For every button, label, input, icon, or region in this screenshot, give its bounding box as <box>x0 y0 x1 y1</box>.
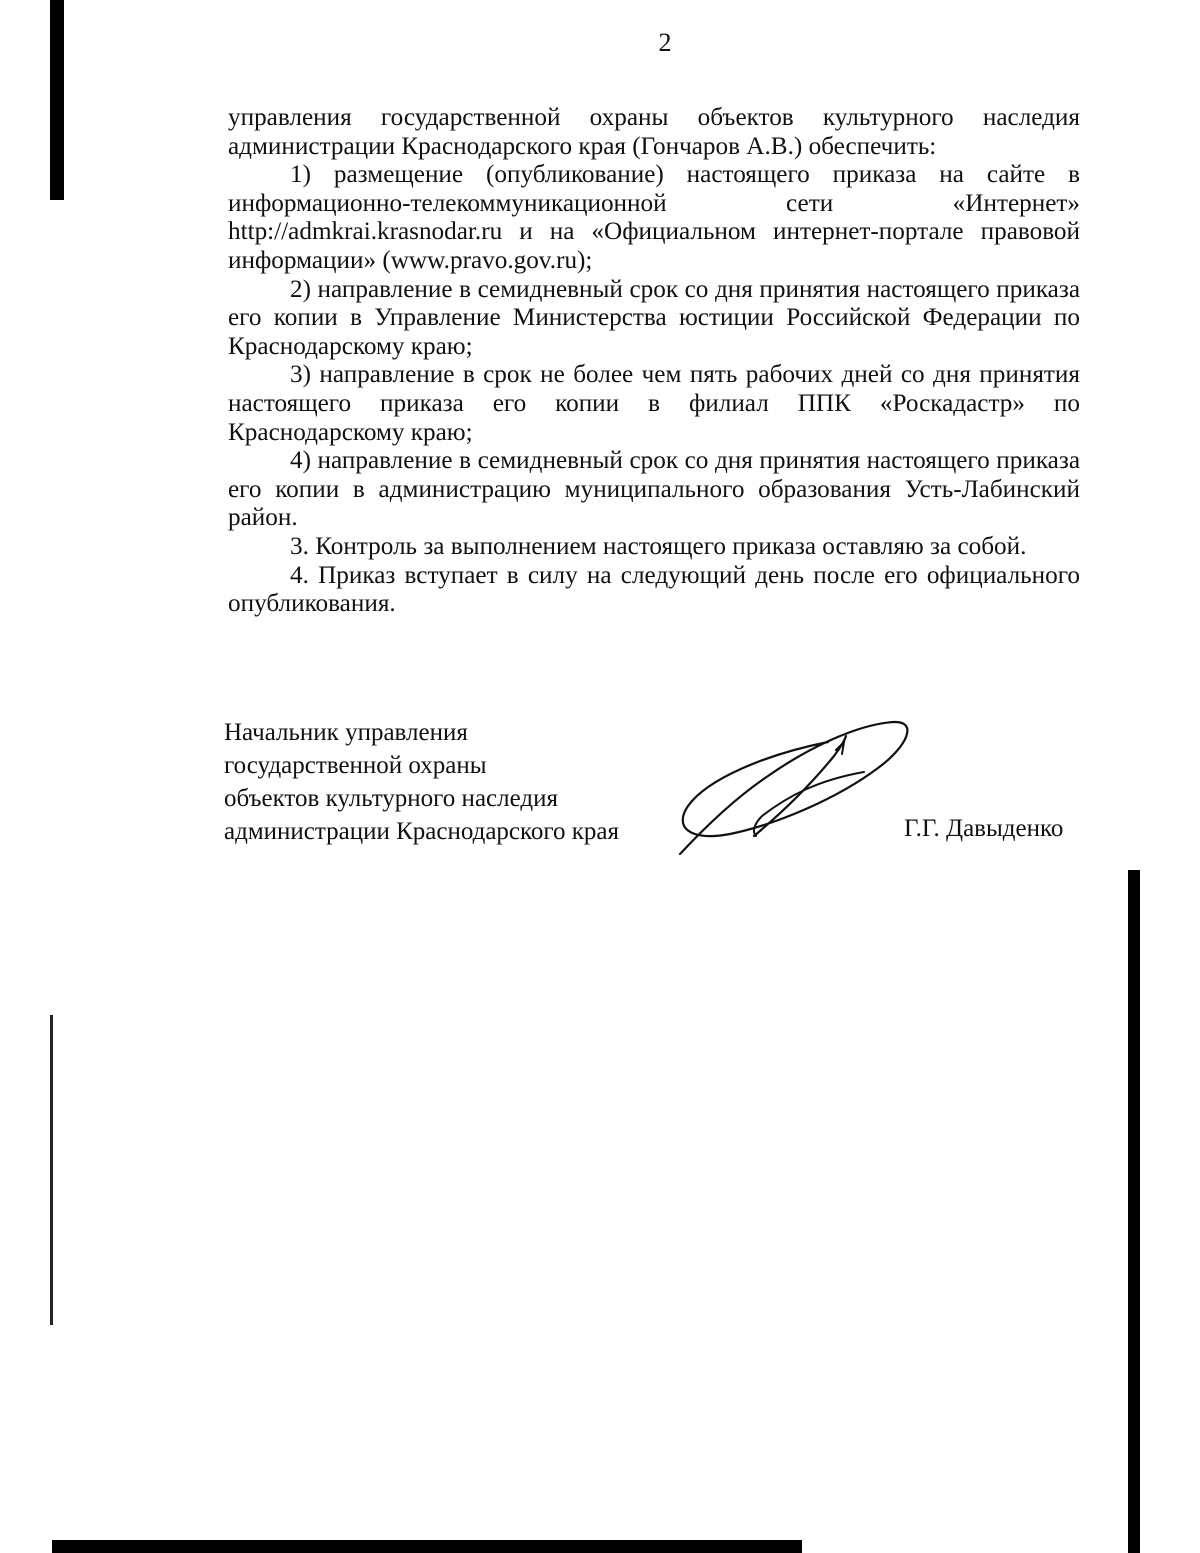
paragraph-clause-4: 4. Приказ вступает в силу на следующий день после его официального опубликования. <box>228 561 1080 618</box>
scan-border-bottom <box>52 1540 802 1553</box>
signer-position-line: объектов культурного наследия <box>224 785 558 812</box>
paragraph-item-2: 2) направление в семидневный срок со дня принятия настоящего приказа его копии в Управление Министерства юстиции Российской Федерации по Краснодарскому краю; <box>228 275 1080 360</box>
paragraph-item-4: 4) направление в семидневный срок со дня принятия настоящего приказа его копии в администрацию муниципального образования Усть-Лабинский район. <box>228 447 1080 532</box>
signer-position-line: Начальник управления <box>224 719 468 746</box>
paragraph-item-1: 1) размещение (опубликование) настоящего приказа на сайте в информационно-телекоммуникационной сети «Интернет» http://admkrai.krasnodar.ru и на «Официальном интернет-портале правовой информации» (www.pravo.gov.ru); <box>228 161 1080 274</box>
paragraph-continuation: управления государственной охраны объектов культурного наследия администрации Краснодарского края (Гончаров А.В.) обеспечить: <box>228 104 1080 160</box>
scan-border-left-thin <box>50 1015 53 1325</box>
signer-position-line: администрации Краснодарского края <box>224 818 620 845</box>
handwritten-signature <box>668 706 918 866</box>
signer-position-line: государственной охраны <box>224 752 487 779</box>
paragraph-clause-3: 3. Контроль за выполнением настоящего приказа оставляю за собой. <box>290 532 1027 560</box>
scan-border-right <box>1128 870 1140 1553</box>
page-number: 2 <box>658 28 672 57</box>
signer-name: Г.Г. Давыденко <box>904 815 1064 842</box>
signer-position <box>224 716 619 848</box>
document-body <box>228 104 1080 619</box>
paragraph-item-3: 3) направление в срок не более чем пять рабочих дней со дня принятия настоящего приказа его копии в филиал ППК «Роскадастр» по Краснодарскому краю; <box>228 361 1080 446</box>
